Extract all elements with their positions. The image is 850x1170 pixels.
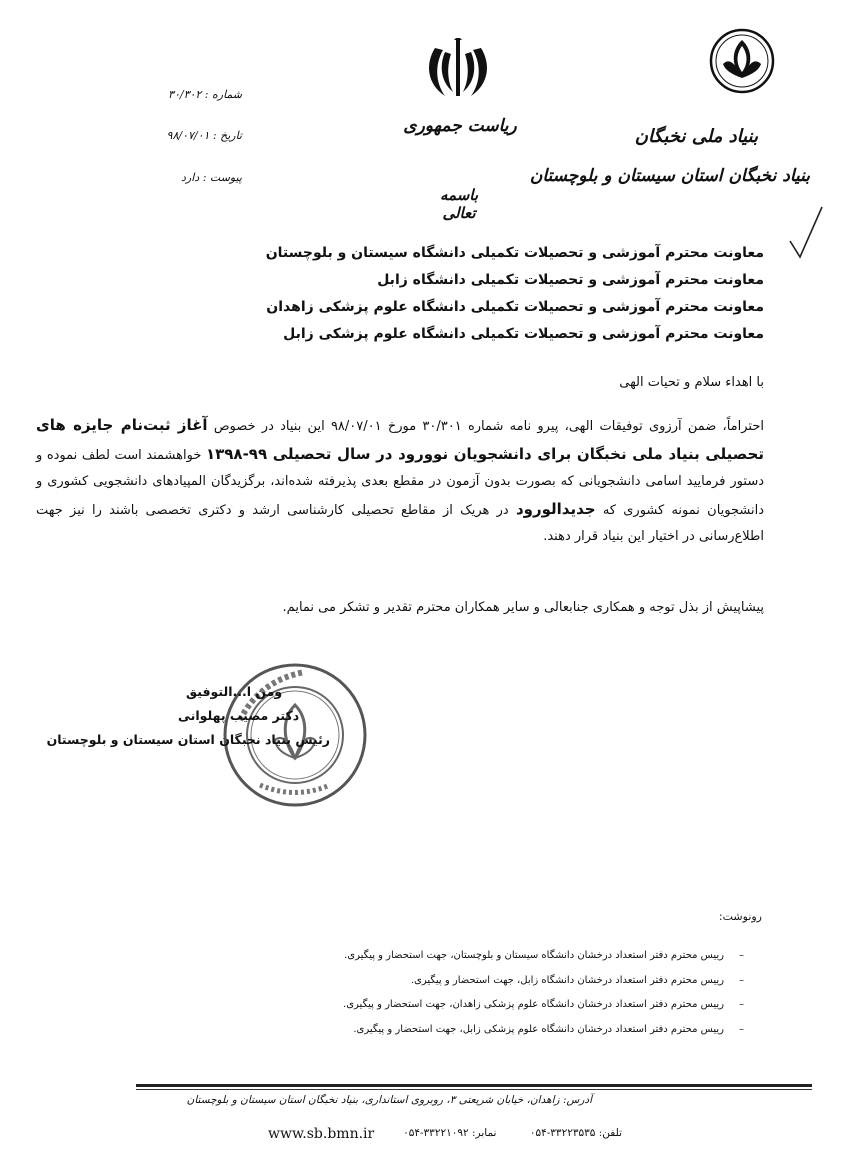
footer-contact <box>373 1127 622 1139</box>
letter-body <box>36 412 764 551</box>
body-highlight: جدیدالورود <box>515 499 596 518</box>
cc-item <box>343 970 744 995</box>
presidency-title: ریاست جمهوری <box>403 116 517 136</box>
signer-title: رئیس بنیاد نخبگان استان سیستان و بلوچستان <box>46 732 330 747</box>
footer-fax: نمابر: ۳۳۲۲۱۰۹۲-۰۵۴ <box>403 1127 497 1139</box>
cc-item <box>343 994 744 1019</box>
cc-item <box>343 1019 744 1044</box>
body-highlight: آغاز ثبت‌نام جایزه های تحصیلی بنیاد ملی نخبگان برای دانشجویان نوورود در سال تحصیلی ۹۹-۱۳۹۸ <box>36 416 764 463</box>
recipient-list <box>266 240 764 348</box>
recipient-line: معاونت محترم آموزشی و تحصیلات تکمیلی دانشگاه علوم پزشکی زابل <box>283 326 764 342</box>
cc-list <box>343 945 744 1043</box>
recipient-line: معاونت محترم آموزشی و تحصیلات تکمیلی دانشگاه علوم پزشکی زاهدان <box>266 299 764 315</box>
body-text: احتراماً، ضمن آرزوی توفیقات الهی، پیرو نامه شماره ۳۰/۳۰۱ مورخ ۹۸/۰۷/۰۱ این بنیاد در خصوص <box>207 419 764 434</box>
org-name-short: بنیاد ملی نخبگان <box>634 126 758 147</box>
cc-item-text: رییس محترم دفتر استعداد درخشان دانشگاه علوم پزشکی زاهدان، جهت استحضار و پیگیری. <box>343 999 724 1010</box>
footer-rule <box>136 1084 812 1087</box>
signature-salutation: ومن ا...التوفیق <box>186 684 283 699</box>
footer-phone: تلفن: ۳۳۲۲۳۵۳۵-۰۵۴ <box>529 1127 622 1139</box>
foundation-logo-icon <box>709 28 775 94</box>
cc-item <box>343 945 744 970</box>
letter-date: تاریخ : ۹۸/۰۷/۰۱ <box>166 129 242 142</box>
letter-number: شماره : ۳۰/۳۰۲ <box>168 88 242 101</box>
recipient-line: معاونت محترم آموزشی و تحصیلات تکمیلی دانشگاه زابل <box>377 272 764 288</box>
checkmark-icon <box>788 205 824 261</box>
cc-dash: – <box>739 974 744 986</box>
signer-name: دکتر مصیب پهلوانی <box>178 708 300 723</box>
bismillah: باسمه تعالی <box>439 186 479 222</box>
cc-title: رونوشت: <box>718 910 762 923</box>
signature-block <box>46 680 330 752</box>
cc-item-text: رییس محترم دفتر استعداد درخشان دانشگاه علوم پزشکی زابل، جهت استحضار و پیگیری. <box>353 1023 724 1035</box>
cc-dash: – <box>739 1023 744 1035</box>
greeting: با اهداء سلام و تحیات الهی <box>619 375 764 390</box>
iran-emblem-icon <box>425 38 491 100</box>
cc-dash: – <box>739 999 744 1010</box>
footer-rule-thin <box>136 1089 812 1090</box>
closing-line: پیشاپیش از بذل توجه و همکاری جنابعالی و سایر همکاران محترم تقدیر و تشکر می نمایم. <box>282 600 764 615</box>
cc-item-text: رییس محترم دفتر استعداد درخشان دانشگاه سیستان و بلوچستان، جهت استحضار و پیگیری. <box>344 950 724 961</box>
body-text: در هریک از مقاطع تحصیلی کارشناسی ارشد و دکتری تخصصی باشند را نیز جهت اطلاع‌رسانی در اختیار این بنیاد قرار دهند. <box>36 502 764 544</box>
letter-attachment: پیوست : دارد <box>181 171 242 184</box>
org-name-full: بنیاد نخبگان استان سیستان و بلوچستان <box>529 166 810 186</box>
cc-dash: – <box>739 950 744 961</box>
footer-website[interactable]: www.sb.bmn.ir <box>268 1126 375 1142</box>
recipient-line: معاونت محترم آموزشی و تحصیلات تکمیلی دانشگاه سیستان و بلوچستان <box>265 245 764 261</box>
footer-address: آدرس: زاهدان، خیابان شریعتی ۳، روبروی استانداری، بنیاد نخبگان استان سیستان و بلوچستان <box>186 1094 592 1106</box>
cc-item-text: رییس محترم دفتر استعداد درخشان دانشگاه زابل، جهت استحضار و پیگیری. <box>410 974 724 986</box>
body-text: خواهشمند است لطف نموده و دستور فرمایید اسامی دانشجویانی که بصورت بدون آزمون در مقطع بعدی پذیرفته شده‌اند، برگزیدگان المپیادهای دانشجویی کشوری و دانشجویان نمونه کشوری که <box>36 447 764 518</box>
